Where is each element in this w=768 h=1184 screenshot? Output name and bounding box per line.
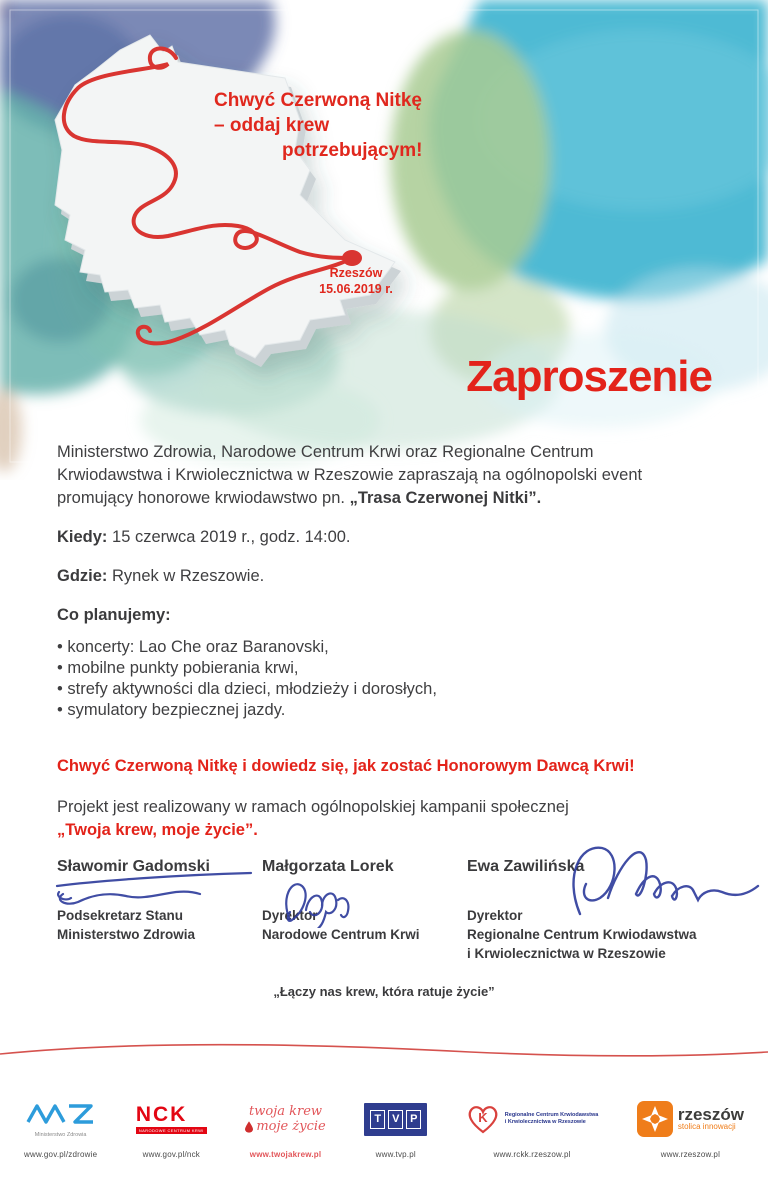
signer-role: Dyrektor — [467, 908, 523, 923]
campaign-name: „Twoja krew, moje życie”. — [57, 821, 258, 839]
signer-name: Sławomir Gadomski — [57, 858, 210, 875]
logo-url: www.tvp.pl — [375, 1150, 416, 1159]
signature-block-zawilinska — [467, 858, 717, 963]
tk-line1: twoja krew — [249, 1104, 323, 1119]
intro-line: Ministerstwo Zdrowia, Narodowe Centrum Krwi oraz Regionalne Centrum — [57, 443, 594, 461]
signer-role: Podsekretarz Stanu — [57, 908, 184, 923]
signer-org: i Krwiolecznictwa w Rzeszowie — [467, 946, 666, 961]
intro-line: Krwiodawstwa i Krwiolecznictwa w Rzeszowie zapraszają na ogólnopolski event — [57, 466, 643, 484]
rckik-line1: Regionalne Centrum Krwiodawstwa — [504, 1112, 599, 1118]
list-item: • mobilne punkty pobierania krwi, — [57, 659, 299, 677]
signature-block-lorek — [262, 858, 457, 944]
city-label: Rzeszów — [329, 266, 383, 280]
logo-url: www.gov.pl/zdrowie — [24, 1150, 98, 1159]
where-row — [57, 565, 717, 588]
nck-bar-text: NARODOWE CENTRUM KRWI — [136, 1127, 207, 1134]
tvp-letter: P — [406, 1110, 421, 1129]
page-title: Zaproszenie — [466, 352, 712, 401]
location-dot — [342, 250, 362, 266]
tvp-letter: V — [388, 1110, 403, 1129]
nck-wordmark: NCK — [135, 1102, 188, 1126]
list-item: • strefy aktywności dla dzieci, młodzieży i dorosłych, — [57, 680, 437, 698]
heart-k-icon — [466, 1103, 500, 1135]
event-location-date — [300, 265, 412, 297]
body-content — [57, 441, 717, 842]
logo-twoja-krew — [245, 1096, 325, 1159]
signer-name: Małgorzata Lorek — [262, 858, 394, 875]
tagline-line: potrzebującym! — [282, 140, 423, 161]
svg-text:K: K — [478, 1110, 488, 1125]
campaign-line: Projekt jest realizowany w ramach ogólnopolskiej kampanii społecznej — [57, 798, 569, 816]
signer-org: Narodowe Centrum Krwi — [262, 927, 420, 942]
logo-rzeszow — [637, 1096, 744, 1159]
logo-nck — [136, 1096, 207, 1159]
call-to-action: Chwyć Czerwoną Nitkę i dowiedz się, jak zostać Honorowym Dawcą Krwi! — [57, 757, 635, 775]
mz-monogram-icon — [25, 1100, 97, 1126]
rckik-line2: i Krwiolecznictwa w Rzeszowie — [504, 1119, 586, 1125]
tagline-line: – oddaj krew — [214, 115, 330, 136]
signer-name: Ewa Zawilińska — [467, 858, 585, 875]
logo-tvp — [364, 1096, 427, 1159]
event-name: „Trasa Czerwonej Nitki”. — [349, 489, 542, 507]
signer-role: Dyrektor — [262, 908, 318, 923]
list-item: • symulatory bezpiecznej jazdy. — [57, 701, 286, 719]
partner-logos — [24, 1096, 744, 1159]
date-label: 15.06.2019 r. — [319, 282, 393, 296]
red-wave-divider — [0, 1028, 768, 1072]
rzeszow-star-icon — [637, 1101, 673, 1137]
plan-list — [57, 637, 717, 721]
plan-heading — [57, 604, 717, 627]
signer-org: Regionalne Centrum Krwiodawstwa — [467, 927, 697, 942]
rzeszow-tagline: stolica innowacji — [677, 1122, 736, 1131]
when-value: 15 czerwca 2019 r., godz. 14:00. — [107, 528, 351, 546]
tvp-letter: T — [370, 1110, 385, 1129]
plan-label: Co planujemy: — [57, 606, 171, 624]
campaign-paragraph — [57, 796, 717, 842]
where-label: Gdzie: — [57, 567, 108, 585]
footer-quote: „Łączy nas krew, która ratuje życie” — [273, 984, 495, 999]
when-label: Kiedy: — [57, 528, 108, 546]
list-item: • koncerty: Lao Che oraz Baranovski, — [57, 638, 329, 656]
logo-ministerstwo-zdrowia — [24, 1096, 97, 1159]
tk-line2: moje życie — [256, 1119, 326, 1134]
when-row — [57, 526, 717, 549]
tagline-line: Chwyć Czerwoną Nitkę — [214, 90, 422, 111]
logo-rckik — [466, 1096, 599, 1159]
logo-url: www.gov.pl/nck — [142, 1150, 200, 1159]
hero-tagline — [214, 88, 422, 163]
signature-block-gadomski — [57, 858, 252, 944]
tvp-box-icon — [364, 1103, 427, 1136]
intro-paragraph — [57, 441, 717, 510]
where-value: Rynek w Rzeszowie. — [107, 567, 265, 585]
blood-drop-icon — [245, 1121, 253, 1133]
hero-artwork — [0, 0, 768, 480]
signer-org: Ministerstwo Zdrowia — [57, 927, 196, 942]
logo-url: www.twojakrew.pl — [249, 1150, 322, 1159]
intro-line: promujący honorowe krwiodawstwo pn. — [57, 489, 350, 507]
logo-url: www.rzeszow.pl — [660, 1150, 721, 1159]
mz-caption: Ministerstwo Zdrowia — [34, 1132, 87, 1138]
logo-url: www.rckk.rzeszow.pl — [493, 1150, 571, 1159]
rzeszow-name: rzeszów — [677, 1105, 744, 1124]
